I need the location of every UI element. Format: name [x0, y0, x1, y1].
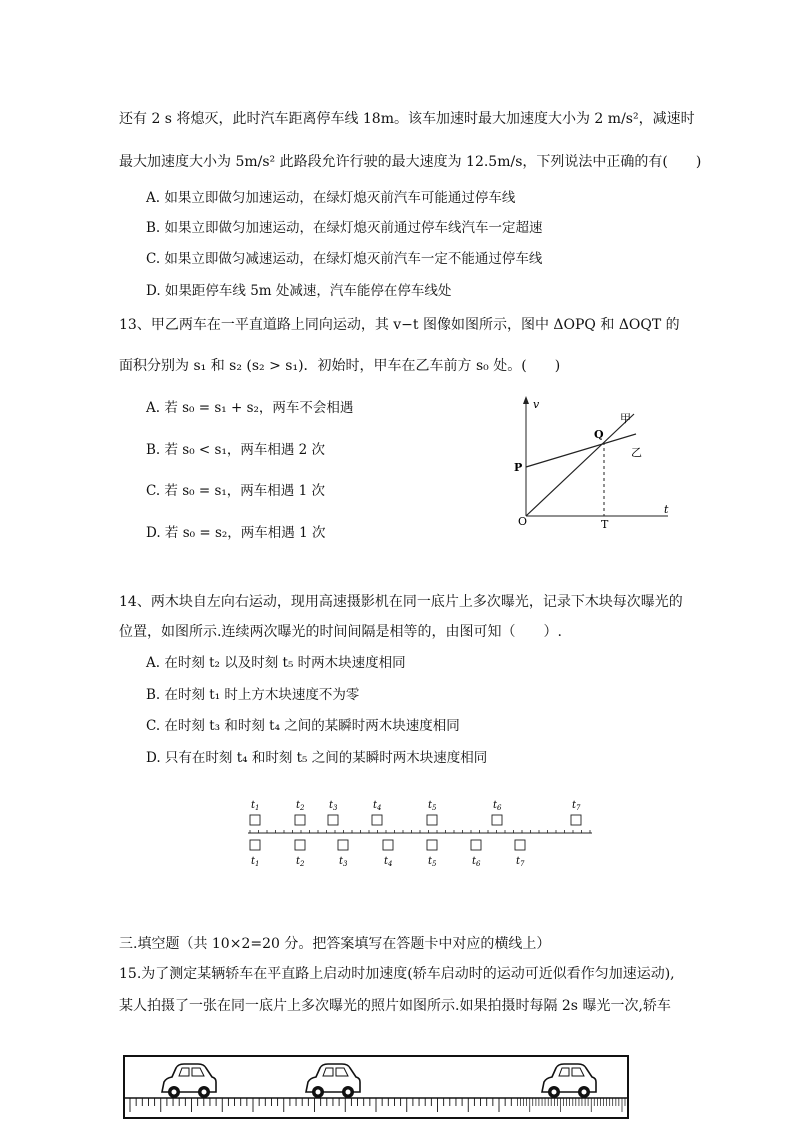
- vt-graph-svg: [500, 392, 680, 532]
- lower-block: [471, 840, 481, 850]
- upper-time-label: $t_1$: [251, 800, 260, 812]
- q13-line-1: 13、甲乙两车在一平直道路上同向运动，其 v−t 图像如图所示，图中 ΔOPQ 和 ΔOQT 的: [119, 317, 680, 333]
- jia-label: 甲: [620, 412, 631, 425]
- lower-time-label: $t_3$: [339, 856, 348, 868]
- car-icon: [306, 1064, 360, 1098]
- upper-time-label: $t_2$: [296, 800, 305, 812]
- q12-line-2: 最大加速度大小为 5m/s² 此路段允许行驶的最大速度为 12.5m/s，下列说法中正确的有( ): [119, 154, 702, 170]
- upper-block-exposures: [250, 800, 581, 825]
- lower-time-label: $t_4$: [384, 856, 393, 868]
- lower-block: [338, 840, 348, 850]
- upper-block: [427, 815, 437, 825]
- q12-line-1: 还有 2 s 将熄灭，此时汽车距离停车线 18m。该车加速时最大加速度大小为 2 m/s²，减速时: [119, 111, 695, 127]
- lower-time-label: $t_5$: [428, 856, 437, 868]
- upper-block: [250, 815, 260, 825]
- section-3-heading: 三.填空题（共 10×2=20 分。把答案填写在答题卡中对应的横线上）: [119, 936, 551, 952]
- upper-time-label: $t_5$: [428, 800, 437, 812]
- yi-label: 乙: [631, 446, 642, 459]
- exposure-figure: [240, 796, 600, 872]
- lower-block: [427, 840, 437, 850]
- q14-option-c: C. 在时刻 t₃ 和时刻 t₄ 之间的某瞬时两木块速度相同: [146, 718, 460, 734]
- q14-line-1: 14、两木块自左向右运动，现用高速摄影机在同一底片上多次曝光，记录下木块每次曝光的: [119, 594, 683, 610]
- lower-block-exposures: [250, 840, 525, 868]
- q14-option-a: A. 在时刻 t₂ 以及时刻 t₅ 时两木块速度相同: [146, 655, 406, 671]
- origin-label: O: [518, 515, 528, 528]
- q13-line-2: 面积分别为 s₁ 和 s₂ (s₂ > s₁)．初始时，甲车在乙车前方 s₀ 处。( ): [119, 358, 561, 374]
- t-axis-label: t: [664, 503, 669, 516]
- q15-line-2: 某人拍摄了一张在同一底片上多次曝光的照片如图所示.如果拍摄时每隔 2s 曝光一次,轿车: [119, 998, 671, 1014]
- q14-line-2: 位置，如图所示.连续两次曝光的时间间隔是相等的，由图可知（ ）.: [119, 624, 562, 640]
- lower-block: [250, 840, 260, 850]
- upper-block: [328, 815, 338, 825]
- upper-time-label: $t_6$: [493, 800, 502, 812]
- q12-option-d: D. 如果距停车线 5m 处减速，汽车能停在停车线处: [146, 283, 452, 299]
- car-icon: [542, 1064, 596, 1098]
- q13-option-c: C. 若 s₀ = s₁，两车相遇 1 次: [146, 483, 325, 499]
- upper-block: [295, 815, 305, 825]
- lower-time-label: $t_2$: [296, 856, 305, 868]
- q14-option-d: D. 只有在时刻 t₄ 和时刻 t₅ 之间的某瞬时两木块速度相同: [146, 750, 488, 766]
- t-point-label: T: [601, 518, 609, 531]
- lower-time-label: $t_6$: [472, 856, 481, 868]
- exposure-scale-ticks: [250, 830, 590, 833]
- upper-block: [571, 815, 581, 825]
- q13-option-b: B. 若 s₀ < s₁，两车相遇 2 次: [146, 442, 326, 458]
- upper-time-label: $t_7$: [572, 800, 581, 812]
- car-exposure-figure: [122, 1054, 632, 1120]
- car-exposure-svg: [122, 1054, 632, 1120]
- v-axis-arrow: [523, 396, 529, 404]
- lower-block: [515, 840, 525, 850]
- ruler-ticks: [130, 1098, 625, 1112]
- lower-block: [295, 840, 305, 850]
- q12-option-c: C. 如果立即做匀减速运动，在绿灯熄灭前汽车一定不能通过停车线: [146, 251, 543, 267]
- q13-option-a: A. 若 s₀ = s₁ + s₂，两车不会相遇: [146, 400, 354, 416]
- q12-option-a: A. 如果立即做匀加速运动，在绿灯熄灭前汽车可能通过停车线: [146, 190, 516, 206]
- lower-time-label: $t_1$: [251, 856, 260, 868]
- q-label: Q: [594, 428, 604, 441]
- yi-line: [526, 434, 636, 467]
- upper-time-label: $t_3$: [329, 800, 338, 812]
- q13-option-d: D. 若 s₀ = s₂，两车相遇 1 次: [146, 525, 326, 541]
- v-axis-label: v: [533, 398, 540, 411]
- vt-graph: [500, 392, 680, 532]
- jia-line: [526, 414, 634, 516]
- q15-line-1: 15.为了测定某辆轿车在平直路上启动时加速度(轿车启动时的运动可近似看作匀加速运动),: [119, 966, 675, 982]
- upper-block: [492, 815, 502, 825]
- q14-option-b: B. 在时刻 t₁ 时上方木块速度不为零: [146, 687, 360, 703]
- lower-time-label: $t_7$: [516, 856, 525, 868]
- exposure-figure-svg: [240, 796, 600, 872]
- upper-time-label: $t_4$: [373, 800, 382, 812]
- lower-block: [383, 840, 393, 850]
- car-images: [162, 1064, 596, 1098]
- upper-block: [372, 815, 382, 825]
- q12-option-b: B. 如果立即做匀加速运动，在绿灯熄灭前通过停车线汽车一定超速: [146, 220, 543, 236]
- car-icon: [162, 1064, 216, 1098]
- p-label: P: [514, 461, 523, 474]
